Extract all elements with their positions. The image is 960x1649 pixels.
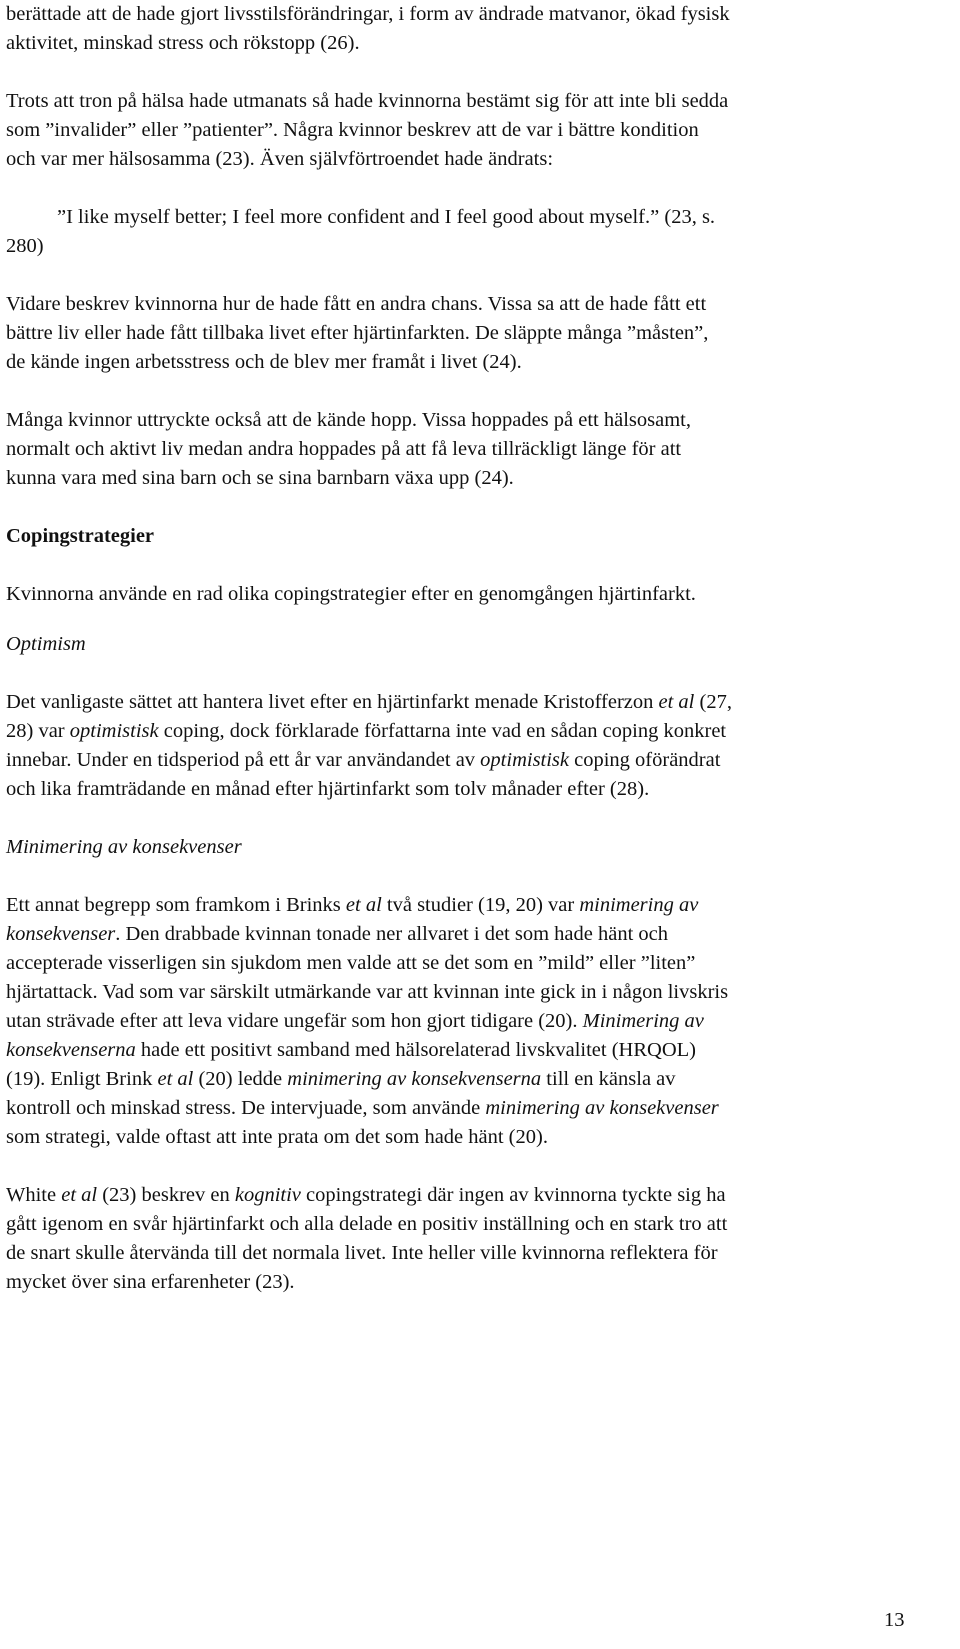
- quote-line: ”I like myself better; I feel more confident and I feel good about myself.” (23, s.: [57, 206, 716, 228]
- paragraph: [6, 406, 912, 493]
- text-line: hjärtattack. Vad som var särskilt utmärkande var att kvinnan inte gick in i någon livskris: [6, 981, 729, 1003]
- text-line: Ett annat begrepp som framkom i Brinks et al två studier (19, 20) var minimering av: [6, 894, 699, 916]
- subheading: [6, 833, 912, 862]
- text-line: (19). Enligt Brink et al (20) ledde minimering av konsekvenserna till en känsla av: [6, 1068, 676, 1090]
- text-line: kunna vara med sina barn och se sina barnbarn växa upp (24).: [6, 467, 514, 489]
- paragraph: [6, 87, 912, 174]
- text-line: utan strävade efter att leva vidare ungefär som hon gjort tidigare (20). Minimering av: [6, 1010, 704, 1032]
- paragraph: [6, 580, 912, 609]
- subheading: [6, 630, 912, 659]
- text-line: innebar. Under en tidsperiod på ett år var användandet av optimistisk coping oförändrat: [6, 749, 721, 771]
- text-line: konsekvenser. Den drabbade kvinnan tonade ner allvaret i det som hade hänt och: [6, 923, 669, 945]
- text-line: Vidare beskrev kvinnorna hur de hade fått en andra chans. Vissa sa att de hade fått ett: [6, 293, 707, 315]
- text-line: de snart skulle återvända till det normala livet. Inte heller ville kvinnorna reflektera för: [6, 1242, 718, 1264]
- document-page: [6, 0, 912, 1297]
- text-line: accepterade visserligen sin sjukdom men valde att se det som en ”mild” eller ”liten”: [6, 952, 696, 974]
- paragraph: [6, 891, 912, 1152]
- text-line: och lika framträdande en månad efter hjärtinfarkt som tolv månader efter (28).: [6, 778, 650, 800]
- text-line: Trots att tron på hälsa hade utmanats så hade kvinnorna bestämt sig för att inte bli sedda: [6, 90, 729, 112]
- text-line: 28) var optimistisk coping, dock förklarade författarna inte vad en sådan coping konkret: [6, 720, 727, 742]
- paragraph: [6, 290, 912, 377]
- text-line: och var mer hälsosamma (23). Även självförtroendet hade ändrats:: [6, 148, 554, 170]
- subheading-text: Optimism: [6, 633, 86, 655]
- quote-line: 280): [6, 235, 44, 257]
- text-line: de kände ingen arbetsstress och de blev mer framåt i livet (24).: [6, 351, 522, 373]
- text-line: aktivitet, minskad stress och rökstopp (26).: [6, 32, 360, 54]
- text-line: normalt och aktivt liv medan andra hoppades på att få leva tillräckligt länge för att: [6, 438, 682, 460]
- text-line: som strategi, valde oftast att inte prata om det som hade hänt (20).: [6, 1126, 548, 1148]
- text-line: konsekvenserna hade ett positivt samband med hälsorelaterad livskvalitet (HRQOL): [6, 1039, 696, 1061]
- block-quote: [6, 203, 912, 261]
- paragraph: [6, 688, 912, 804]
- section-heading: Copingstrategier: [6, 525, 155, 547]
- paragraph: [6, 1181, 912, 1297]
- page-number: 13: [884, 1609, 905, 1631]
- paragraph: [6, 0, 912, 58]
- text-line: gått igenom en svår hjärtinfarkt och alla delade en positiv inställning och en stark tro att: [6, 1213, 728, 1235]
- text-line: Många kvinnor uttryckte också att de kände hopp. Vissa hoppades på ett hälsosamt,: [6, 409, 691, 431]
- text-line: berättade att de hade gjort livsstilsförändringar, i form av ändrade matvanor, ökad fysisk: [6, 3, 730, 25]
- text-line: White et al (23) beskrev en kognitiv copingstrategi där ingen av kvinnorna tyckte sig ha: [6, 1184, 726, 1206]
- text-line: som ”invalider” eller ”patienter”. Några kvinnor beskrev att de var i bättre kondition: [6, 119, 699, 141]
- text-line: mycket över sina erfarenheter (23).: [6, 1271, 295, 1293]
- text-line: Det vanligaste sättet att hantera livet efter en hjärtinfarkt menade Kristofferzon et al (27,: [6, 691, 732, 713]
- text-line: bättre liv eller hade fått tillbaka livet efter hjärtinfarkten. De släppte många ”måsten”,: [6, 322, 709, 344]
- text-line: Kvinnorna använde en rad olika copingstrategier efter en genomgången hjärtinfarkt.: [6, 583, 696, 605]
- text-line: kontroll och minskad stress. De intervjuade, som använde minimering av konsekvenser: [6, 1097, 719, 1119]
- subheading-text: Minimering av konsekvenser: [6, 836, 242, 858]
